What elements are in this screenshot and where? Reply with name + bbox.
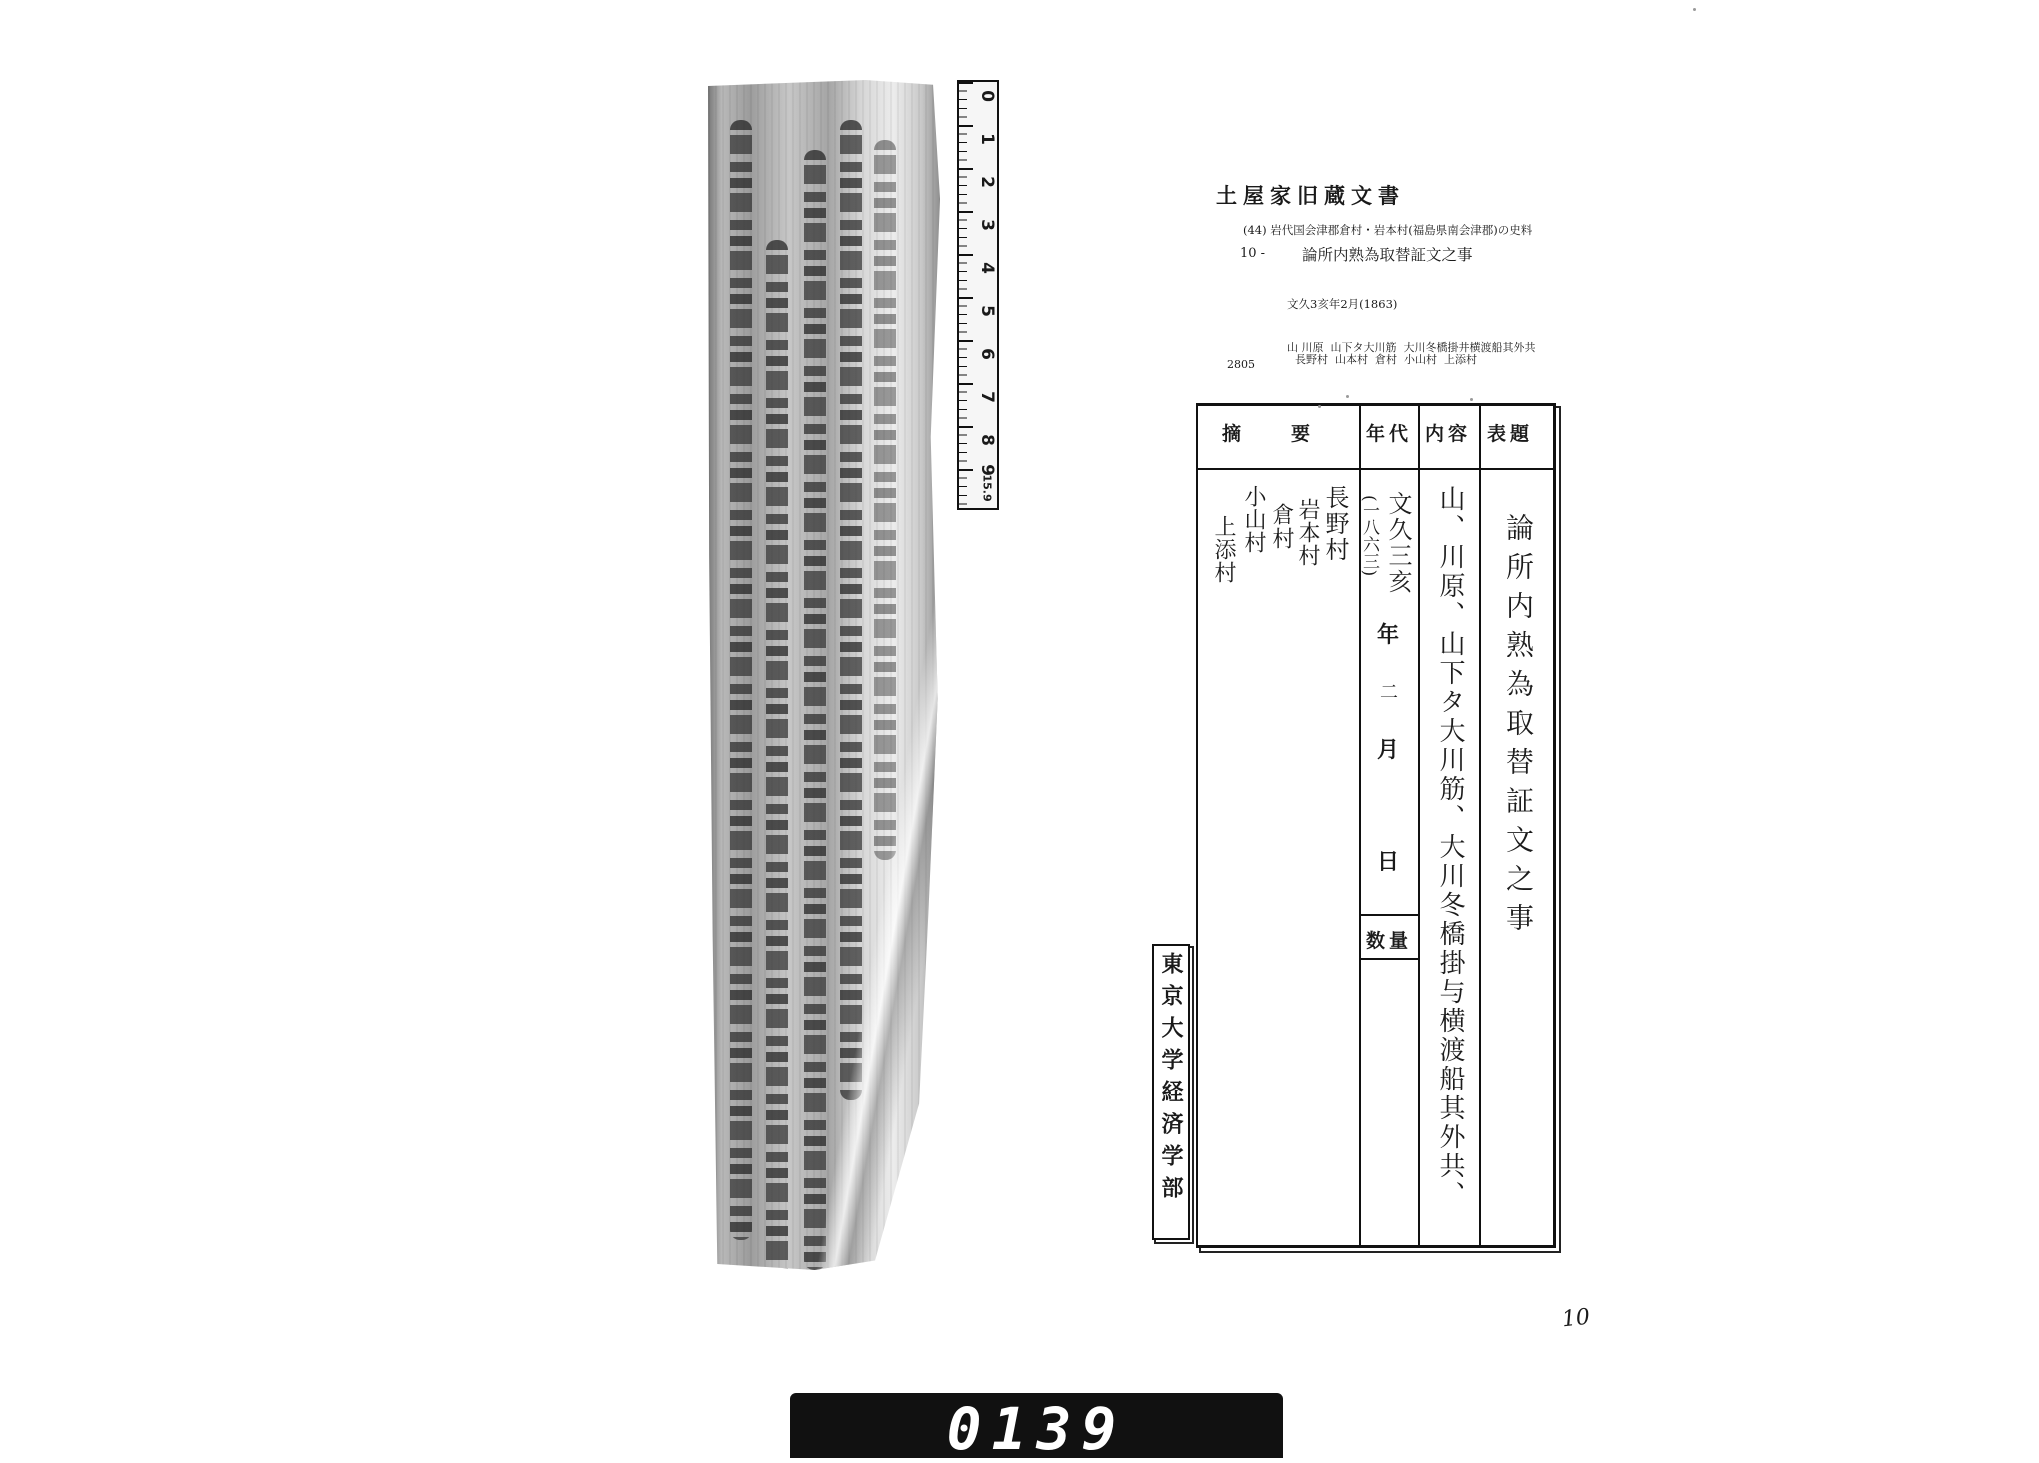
scan-speck <box>1470 398 1473 401</box>
measurement-ruler <box>957 80 999 510</box>
summary-header: 摘 要 <box>1222 423 1315 445</box>
ruler-label: 9 <box>977 464 997 476</box>
source-line: (44) 岩代国会津郡倉村・岩本村(福島県南会津郡)の史料 <box>1243 223 1533 237</box>
date-header: 年代 <box>1366 423 1413 445</box>
card-divider <box>1479 403 1481 1248</box>
frame-number-bar <box>790 1393 1283 1463</box>
village-name: 岩本村 <box>1295 498 1320 567</box>
contents-line-1: 山 川原 山下タ大川筋 大川冬橋掛井横渡船其外共 <box>1287 341 1536 354</box>
ruler-label: 0 <box>977 90 997 102</box>
date-era: 文久三亥 <box>1384 491 1412 595</box>
ruler-label: 15.9 <box>980 474 994 502</box>
title-header: 表題 <box>1487 423 1534 445</box>
date-line: 文久3亥年2月(1863) <box>1287 297 1398 311</box>
frame-number: 0139 <box>946 1395 1127 1463</box>
quantity-line-top <box>1359 914 1418 916</box>
document-title: 論所内熟為取替証文之事 <box>1302 246 1473 264</box>
ruler-ticks <box>959 82 973 508</box>
village-name: 長野村 <box>1321 485 1349 563</box>
quantity-header: 数量 <box>1366 930 1413 952</box>
stamp-text: 東京大学経済学部 <box>1158 952 1184 1208</box>
contents-summary <box>1287 342 1535 366</box>
scan-speck <box>1346 395 1349 398</box>
card-divider <box>1418 403 1420 1248</box>
scroll-fold-highlight <box>708 80 940 1270</box>
village-name: 小山村 <box>1241 485 1266 554</box>
content-header: 内容 <box>1425 423 1472 445</box>
ruler-label: 8 <box>977 434 997 446</box>
ruler-label: 4 <box>977 262 997 274</box>
content-value: 山、川原、山下タ大川筋、大川冬橋掛与横渡船其外共、 <box>1435 485 1465 1210</box>
ruler-label: 2 <box>977 176 997 188</box>
village-name: 倉村 <box>1269 503 1294 551</box>
village-name: 上添村 <box>1211 515 1236 584</box>
ruler-label: 6 <box>977 348 997 360</box>
university-stamp <box>1152 944 1190 1240</box>
scroll-document-photo <box>708 80 940 1270</box>
page-number-mark: 10 <box>1560 1304 1592 1333</box>
quantity-line-bottom <box>1359 958 1418 960</box>
ruler-label: 3 <box>977 219 997 231</box>
catalog-id: 2805 <box>1227 358 1255 371</box>
scan-speck <box>1318 405 1321 408</box>
header-row-line <box>1196 468 1556 470</box>
date-month-number: 二 <box>1380 682 1398 703</box>
title-value: 論所内熟為取替証文之事 <box>1502 513 1535 942</box>
date-year-char: 年 <box>1377 622 1400 648</box>
ruler-label: 7 <box>977 391 997 403</box>
date-day-char: 日 <box>1377 849 1400 875</box>
catalog-card <box>1196 403 1556 1248</box>
collection-title: 土屋家旧蔵文書 <box>1216 183 1405 208</box>
date-western: (一八六三) <box>1359 495 1379 577</box>
contents-line-2: 長野村 山本村 倉村 小山村 上添村 <box>1295 353 1477 366</box>
ruler-label: 5 <box>977 305 997 317</box>
item-number: 10 - <box>1240 246 1266 261</box>
scan-speck <box>1693 8 1696 11</box>
ruler-label: 1 <box>977 133 997 145</box>
date-month-char: 月 <box>1377 737 1400 763</box>
